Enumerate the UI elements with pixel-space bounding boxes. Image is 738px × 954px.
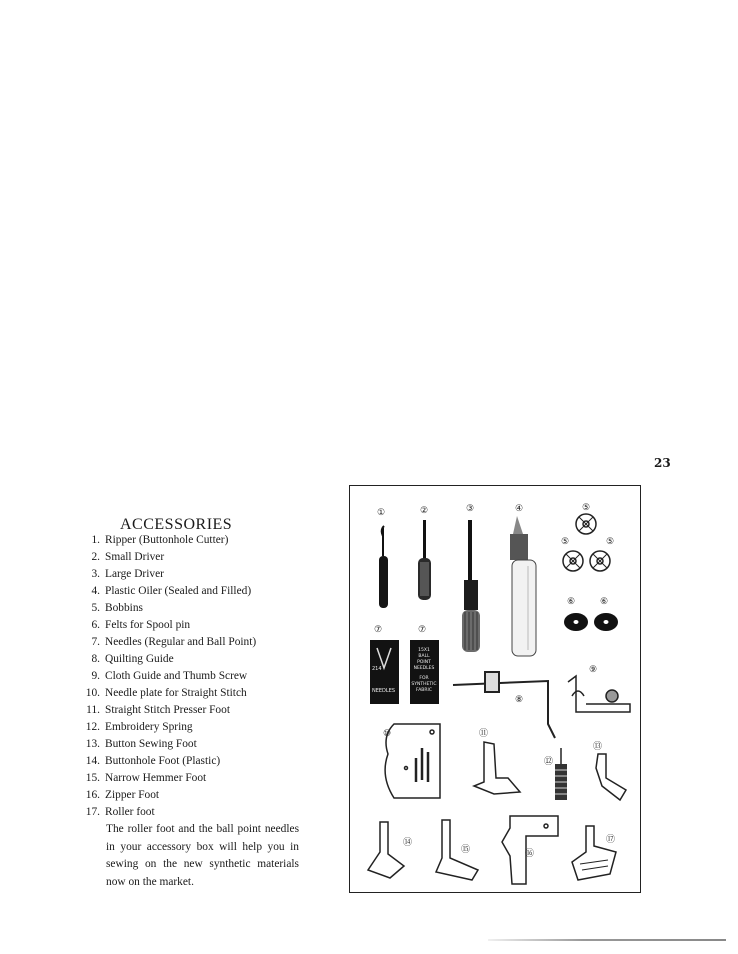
callout-14: ⑭: [403, 837, 413, 847]
cloth-guide-icon: [568, 676, 630, 712]
item-number: 6.: [91, 619, 100, 631]
item-number: 15.: [85, 772, 100, 784]
needle-pack-label: NEEDLES: [372, 688, 396, 694]
item-number: 14.: [85, 755, 100, 767]
item-number: 2.: [91, 551, 100, 563]
callout-13: ⑬: [593, 741, 603, 751]
item-number: 12.: [85, 721, 100, 733]
callout-6b: ⑥: [600, 596, 609, 606]
list-item: [72, 532, 312, 549]
needle-pack-ballpoint-icon: [410, 640, 439, 704]
needle-pack-label: SYNTHETIC: [411, 682, 437, 687]
item-label: Narrow Hemmer Foot: [105, 772, 207, 784]
list-item: [72, 685, 312, 702]
page-edge-shadow: [488, 939, 726, 941]
callout-6a: ⑥: [567, 596, 576, 606]
list-item: [72, 804, 312, 821]
callout-9: ⑨: [589, 664, 598, 674]
item-label: Roller foot: [105, 806, 155, 818]
list-item: [72, 736, 312, 753]
bobbin-icon: [590, 551, 610, 571]
bobbin-icon: [563, 551, 583, 571]
callout-2: ②: [420, 505, 429, 515]
item-number: 11.: [86, 704, 100, 716]
accessories-illustration: [349, 485, 641, 893]
item-number: 7.: [91, 636, 100, 648]
needle-pack-label: POINT: [417, 660, 431, 665]
item-number: 9.: [91, 670, 100, 682]
item-label: Small Driver: [105, 551, 165, 563]
item-number: 5.: [91, 602, 100, 614]
item-label: Embroidery Spring: [105, 721, 193, 733]
accessories-list: [72, 532, 312, 821]
list-item: [72, 787, 312, 804]
item-label: Needles (Regular and Ball Point): [105, 636, 257, 648]
list-item: [72, 600, 312, 617]
item-number: 4.: [91, 585, 100, 597]
item-number: 13.: [85, 738, 100, 750]
roller-foot-note: The roller foot and the ball point needles in your accessory box will help you in sewing on the new synthetic materials now on the market.: [106, 823, 299, 888]
callout-11: ⑪: [479, 728, 489, 738]
quilting-guide-icon: [453, 672, 555, 738]
callout-10: ⑩: [383, 728, 392, 738]
callout-5c: ⑤: [606, 536, 615, 546]
list-item: [72, 583, 312, 600]
needle-plate-icon: [385, 724, 440, 798]
item-label: Ripper (Buttonhole Cutter): [105, 534, 229, 546]
felt-icon: [564, 613, 588, 631]
straight-stitch-foot-icon: [474, 742, 520, 794]
item-number: 1.: [91, 534, 100, 546]
item-label: Cloth Guide and Thumb Screw: [105, 670, 248, 682]
callout-5b: ⑤: [561, 536, 570, 546]
item-label: Zipper Foot: [105, 789, 160, 801]
callout-12: ⑫: [544, 756, 554, 766]
bobbin-icon: [576, 514, 596, 534]
small-driver-icon: [418, 520, 431, 600]
callout-15: ⑮: [461, 844, 471, 854]
list-item: [72, 702, 312, 719]
section-heading: ACCESSORIES: [120, 515, 233, 533]
callout-8: ⑧: [515, 694, 524, 704]
felt-icon: [594, 613, 618, 631]
large-driver-icon: [462, 520, 480, 652]
needle-pack-label: NEEDLES: [413, 666, 435, 671]
needle-pack-label: 214: [372, 666, 382, 672]
item-label: Straight Stitch Presser Foot: [105, 704, 230, 716]
item-label: Needle plate for Straight Stitch: [105, 687, 247, 699]
item-label: Large Driver: [105, 568, 164, 580]
needle-pack-label: FOR: [419, 676, 429, 681]
item-label: Plastic Oiler (Sealed and Filled): [105, 585, 252, 597]
needle-pack-label: FABRIC: [416, 688, 432, 693]
list-item: [72, 770, 312, 787]
button-sewing-foot-icon: [596, 754, 626, 800]
plastic-oiler-icon: [510, 516, 536, 656]
narrow-hemmer-foot-icon: [436, 820, 478, 880]
list-item: [72, 617, 312, 634]
needle-pack-regular-icon: [370, 640, 399, 704]
callout-4: ④: [515, 503, 524, 513]
item-number: 10.: [85, 687, 100, 699]
item-label: Quilting Guide: [105, 653, 174, 665]
buttonhole-foot-icon: [368, 822, 404, 878]
list-item: [72, 668, 312, 685]
embroidery-spring-icon: [555, 748, 567, 800]
page-number: 23: [654, 456, 671, 470]
list-item: [72, 719, 312, 736]
ripper-icon: [379, 526, 388, 608]
list-item: [72, 549, 312, 566]
list-item: [72, 651, 312, 668]
callout-1: ①: [377, 507, 386, 517]
callout-5a: ⑤: [582, 502, 591, 512]
item-number: 16.: [85, 789, 100, 801]
item-label: Felts for Spool pin: [105, 619, 191, 631]
item-number: 3.: [91, 568, 100, 580]
callout-7a: ⑦: [374, 624, 383, 634]
item-label: Button Sewing Foot: [105, 738, 197, 750]
needle-pack-label: 15X1: [418, 648, 430, 653]
callout-7b: ⑦: [418, 624, 427, 634]
item-label: Bobbins: [105, 602, 143, 614]
item-number: 8.: [91, 653, 100, 665]
item-label: Buttonhole Foot (Plastic): [105, 755, 221, 767]
callout-17: ⑰: [606, 834, 616, 844]
needle-pack-label: BALL: [418, 654, 430, 659]
callout-3: ③: [466, 503, 475, 513]
item-number: 17.: [85, 806, 100, 818]
list-item: [72, 634, 312, 651]
list-item: [72, 566, 312, 583]
list-item: [72, 753, 312, 770]
callout-16: ⑯: [525, 848, 535, 858]
accessories-drawing: [350, 486, 640, 892]
